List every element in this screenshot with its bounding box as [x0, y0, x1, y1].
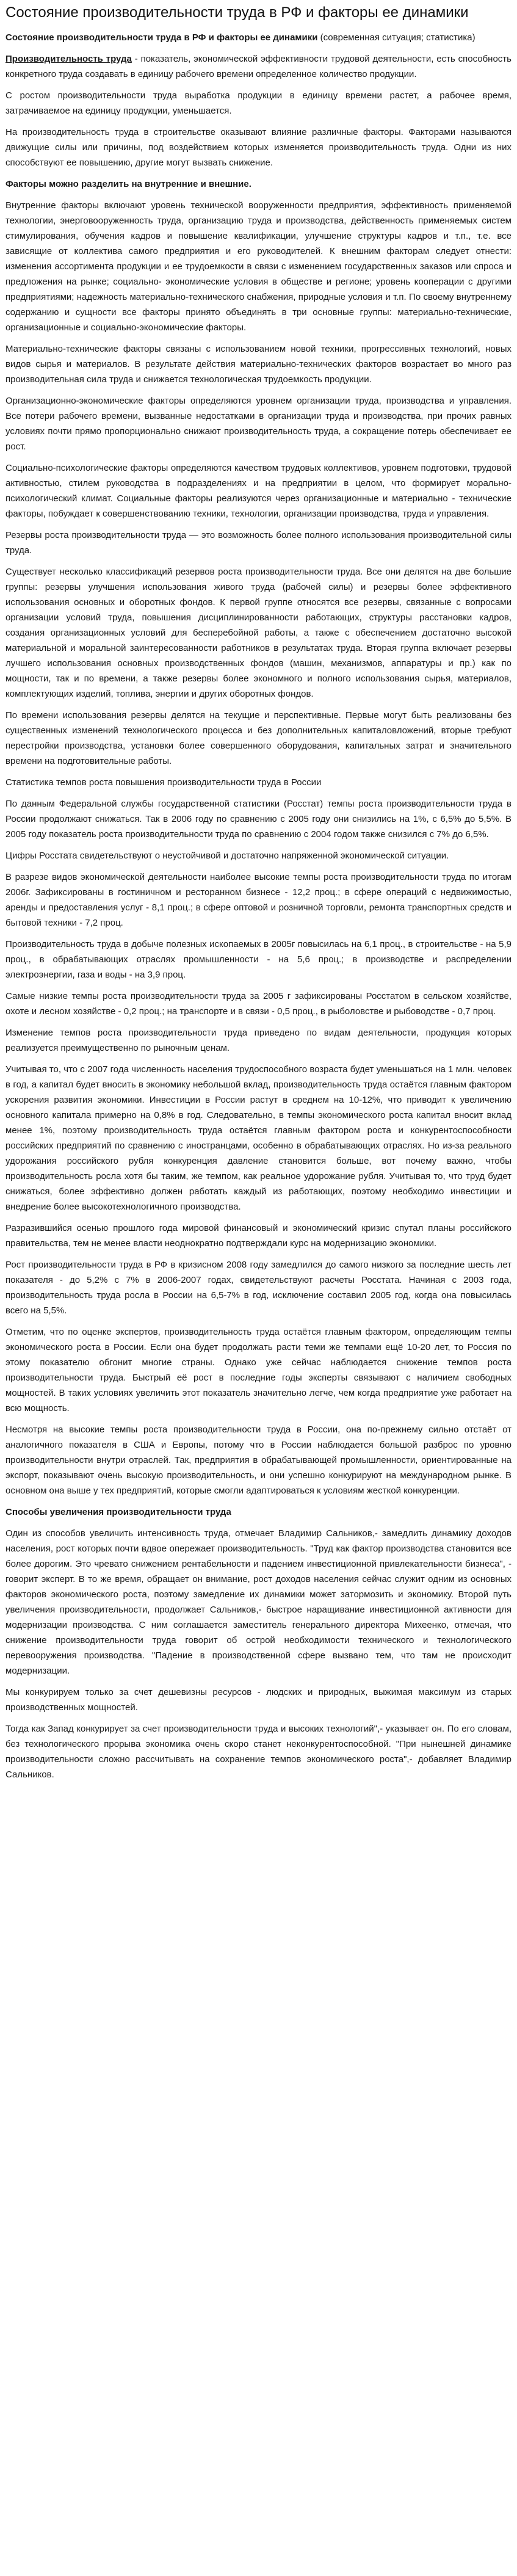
paragraph-b-10: В разрезе видов экономической деятельности наиболее высокие темпы роста производительности труда по итогам 2006г. Зафиксированы в гостиничном и ресторанном бизнесе - 12,2 проц.; в сфере операций с недвижимостью, аренды и предоставления услуг - 8,1 проц.; в сфере оптовой и розничной торговли, ремонта транспортных средств и бытовой техники - 7,2 проц.	[5, 872, 512, 928]
paragraph-b-6: По времени использования резервы делятся на текущие и перспективные. Первые могут быть реализованы без существенных изменений технологического процесса и без дополнительных капиталовложений, вторые требуют перестройки производства, установки более совершенного оборудования, капитальных затрат и значительного времени на подготовительные работы.	[5, 710, 512, 766]
paragraph-a-1: На производительность труда в строительстве оказывают влияние различные факторы. Факторами называются движущие силы или причины, под воздействием которых изменяется производительность труда. Одни из них способствуют ее повышению, другие могут вызвать снижение.	[5, 127, 512, 168]
paragraph-b-18: Несмотря на высокие темпы роста производительности труда в России, она по-прежнему сильно отстаёт от аналогичного показателя в США и Европы, потому что в России наблюдается большой разброс по уровню производительности внутри отраслей. Так, предприятия в обрабатывающей промышленности, ориентированные на экспорт, показывают очень высокую производительность, и они успешно конкурируют на международном рынке. В основном она выше у тех предприятий, которые смогли адаптироваться к условиям жесткой конкуренции.	[5, 1424, 512, 1496]
paragraph-c-1: Мы конкурируем только за счет дешевизны ресурсов - людских и природных, выжимая максимум из старых производственных мощностей.	[5, 1687, 512, 1713]
intro-paragraph	[5, 30, 512, 45]
definition-term: Производительность труда	[5, 54, 132, 64]
page-title: Состояние производительности труда в РФ и факторы ее динамики	[5, 4, 469, 21]
paragraph-b-7: Статистика темпов роста повышения производительности труда в России	[5, 777, 322, 788]
paragraph-b-3: Социально-психологические факторы определяются качеством трудовых коллективов, уровнем подготовки, трудовой активностью, стилем руководства в подразделениях и на предприятии в целом, что формирует морально- психологический климат. Социальные факторы реализуются через организационные и материально - технические факторы, побуждает к совершенствованию техники, технологии, организации производства, труда и управления.	[5, 463, 512, 519]
paragraph-b-16: Рост производительности труда в РФ в кризисном 2008 году замедлился до самого низкого за последние шесть лет показателя - до 5,2% с 7% в 2006-2007 годах, свидетельствуют расчеты Росстата. Начиная с 2003 года, производительность труда росла в России на 6,5-7% в год, исключение составил 2005 год, когда она повысилась всего на 5,5%.	[5, 1260, 512, 1316]
factors-heading-prefix: Факторы можно разделить	[5, 179, 132, 189]
factors-heading-suffix: на внутренние и внешние.	[131, 179, 251, 189]
paragraph-b-9: Цифры Росстата свидетельствуют о неустойчивой и достаточно напряженной экономической ситуации.	[5, 851, 449, 861]
paragraph-a-0: С ростом производительности труда выработка продукции в единицу времени растет, а рабочее время, затрачиваемое на единицу продукции, уменьшается.	[5, 90, 512, 116]
paragraph-b-11: Производительность труда в добыче полезных ископаемых в 2005г повысилась на 6,1 проц., в строительстве - на 5,9 проц., в обрабатывающих отраслях промышленности - на 5,6 проц.; в производстве и распределении электроэнергии, газа и воды - на 3,9 проц.	[5, 939, 512, 980]
paragraph-b-17: Отметим, что по оценке экспертов, производительность труда остаётся главным фактором, определяющим темпы экономического роста в России. Если она будет продолжать расти теми же темпами ещё 10-20 лет, то Россия по этому показателю обгонит многие страны. Однако уже сейчас наблюдается снижение темпов роста производительности труда. Быстрый её рост в последние годы эксперты связывают с наличием свободных мощностей. В таких условиях увеличить этот показатель значительно легче, чем когда предприятие уже работает на всю мощность.	[5, 1327, 512, 1413]
intro-bold: Состояние производительности труда в РФ и факторы ее динамики	[5, 32, 318, 43]
paragraph-b-5: Существует несколько классификаций резервов роста производительности труда. Все они делятся на две большие группы: резервы улучшения использования живого труда (рабочей силы) и резервы более эффективного использования основных и оборотных фондов. К первой группе относятся все резервы, связанные с вопросами организации условий труда, повышения дисциплинированности работающих, структуры расстановки кадров, создания организационных условий для бесперебойной работы, а также с обеспечением достаточно высокой материальной и моральной заинтересованности работников в результатах труда. Вторая группа включает резервы лучшего использования основных производственных фондов (машин, механизмов, аппаратуры и пр.) как по мощности, так и по времени, а также резервы более экономного и полного использования сырья, материалов, комплектующих изделий, топлива, энергии и других оборотных фондов.	[5, 567, 512, 699]
paragraph-c-2: Тогда как Запад конкурирует за счет производительности труда и высоких технологий",- указывает он. По его словам, без технологического прорыва экономика очень скоро станет неконкурентоспособной. "При нынешней динамике производительности сложно рассчитывать на сохранение темпов экономического роста",- добавляет Владимир Сальников.	[5, 1724, 512, 1780]
paragraph-c-0: Один из способов увеличить интенсивность труда, отмечает Владимир Сальников,- замедлить динамику доходов населения, рост которых почти вдвое опережает производительность. "Труд как фактор производства становится все более дорогим. Это чревато снижением рентабельности и падением инвестиционной привлекательности бизнеса", - говорит эксперт. В то же время, обращает он внимание, рост доходов населения сейчас служит одним из основных факторов экономического роста, поэтому замедление их динамики может затормозить и экономику. Второй путь увеличения производительности, продолжает Сальников,- быстрое наращивание инвестиционной активности для модернизации производства. С ним соглашается заместитель генерального директора Михеенко, отмечая, что снижение производительности труда говорит об острой необходимости технического и технологического перевооружения производства. "Падение в производственной сфере вызвано тем, что там не происходит модернизации.	[5, 1528, 512, 1676]
ways-heading: Способы увеличения производительности труда	[5, 1507, 231, 1517]
paragraph-b-2: Организационно-экономические факторы определяются уровнем организации труда, производства и управления. Все потери рабочего времени, вызванные недостатками в организации труда и производства, при прочих равных условиях почти прямо пропорционально снижают производительность труда, а сокращение потерь обеспечивает ее рост.	[5, 396, 512, 452]
intro-rest: (современная ситуация; статистика)	[317, 32, 475, 43]
factors-heading	[5, 176, 512, 192]
definition-text: - показатель, экономической эффективности трудовой деятельности, есть способность конкретного труда создавать в единицу рабочего времени определенное количество продукции.	[5, 54, 512, 79]
paragraph-b-8: По данным Федеральной службы государственной статистики (Росстат) темпы роста производительности труда в России продолжают снижаться. Так в 2006 году по сравнению с 2005 году они снизились на 1%, с 6,5% до 5,5%. В 2005 году показатель роста производительности труда по сравнению с 2004 годом также снизился с 7% до 6,5%.	[5, 799, 512, 840]
paragraph-b-14: Учитывая то, что с 2007 года численность населения трудоспособного возраста будет уменьшаться на 1 млн. человек в год, а капитал будет вносить в экономику небольшой вклад, производительность труда остаётся главным фактором ускорения развития экономики. Инвестиции в России растут в среднем на 10-12%, что приводит к увеличению основного капитала примерно на 0,8% в год. Следовательно, в темпы экономического роста капитал вносит вклад менее 1%, поэтому производительность труда остаётся главным фактором роста и конкурентоспособности российских предприятий по сравнению с иностранцами, особенно в обрабатывающих отраслях. Но из-за реального удорожания российского рубля конкуренция давление становится больше, вот почему важно, чтобы производительность росла хотя бы таким, же темпом, как реальное удорожание рубля. Учитывая то, что труд будет снижаться, более эффективно должен работать каждый из работающих, поэтому необходимо инвестиции и внедрение более высокотехнологичного производства.	[5, 1064, 512, 1212]
paragraph-b-13: Изменение темпов роста производительности труда приведено по видам деятельности, продукция которых реализуется преимущественно по рыночным ценам.	[5, 1028, 512, 1053]
paragraph-b-1: Материально-технические факторы связаны с использованием новой техники, прогрессивных технологий, новых видов сырья и материалов. В результате действия материально-технических факторов возрастает во много раз производительная сила труда и снижается технологическая трудоемкость продукции.	[5, 344, 512, 385]
paragraph-b-0: Внутренние факторы включают уровень технической вооруженности предприятия, эффективность применяемой технологии, энерговооруженность труда, организацию труда и производства, действенность применяемых систем стимулирования, обучения кадров и повышение квалификации, улучшение структуры кадров и т.п., т.е. все зависящие от коллектива самого предприятия и его руководителей. К внешним факторам следует отнести: изменения ассортимента продукции и ее трудоемкости в связи с изменением государственных заказов или спроса и предложения на рынке; социально- экономические условия в обществе и регионе; уровень кооперации с другими предприятиями; надежность материально-технического снабжения, природные условия и т.п. По своему внутреннему содержанию и сущности все факторы принято объединять в три основные группы: материально-технические, организационные и социально-экономические факторы.	[5, 200, 512, 333]
paragraph-b-12: Самые низкие темпы роста производительности труда за 2005 г зафиксированы Росстатом в сельском хозяйстве, охоте и лесном хозяйстве - 0,2 проц.; на транспорте и в связи - 0,5 проц., в рыболовстве и рыбоводстве - 0,7 проц.	[5, 991, 512, 1017]
paragraph-b-15: Разразившийся осенью прошлого года мировой финансовый и экономический кризис спутал планы российского правительства, тем не менее власти неоднократно подтверждали курс на модернизацию экономики.	[5, 1223, 512, 1249]
paragraph-b-4: Резервы роста производительности труда — это возможность более полного использования производительной силы труда.	[5, 530, 512, 556]
definition-paragraph	[5, 51, 512, 82]
